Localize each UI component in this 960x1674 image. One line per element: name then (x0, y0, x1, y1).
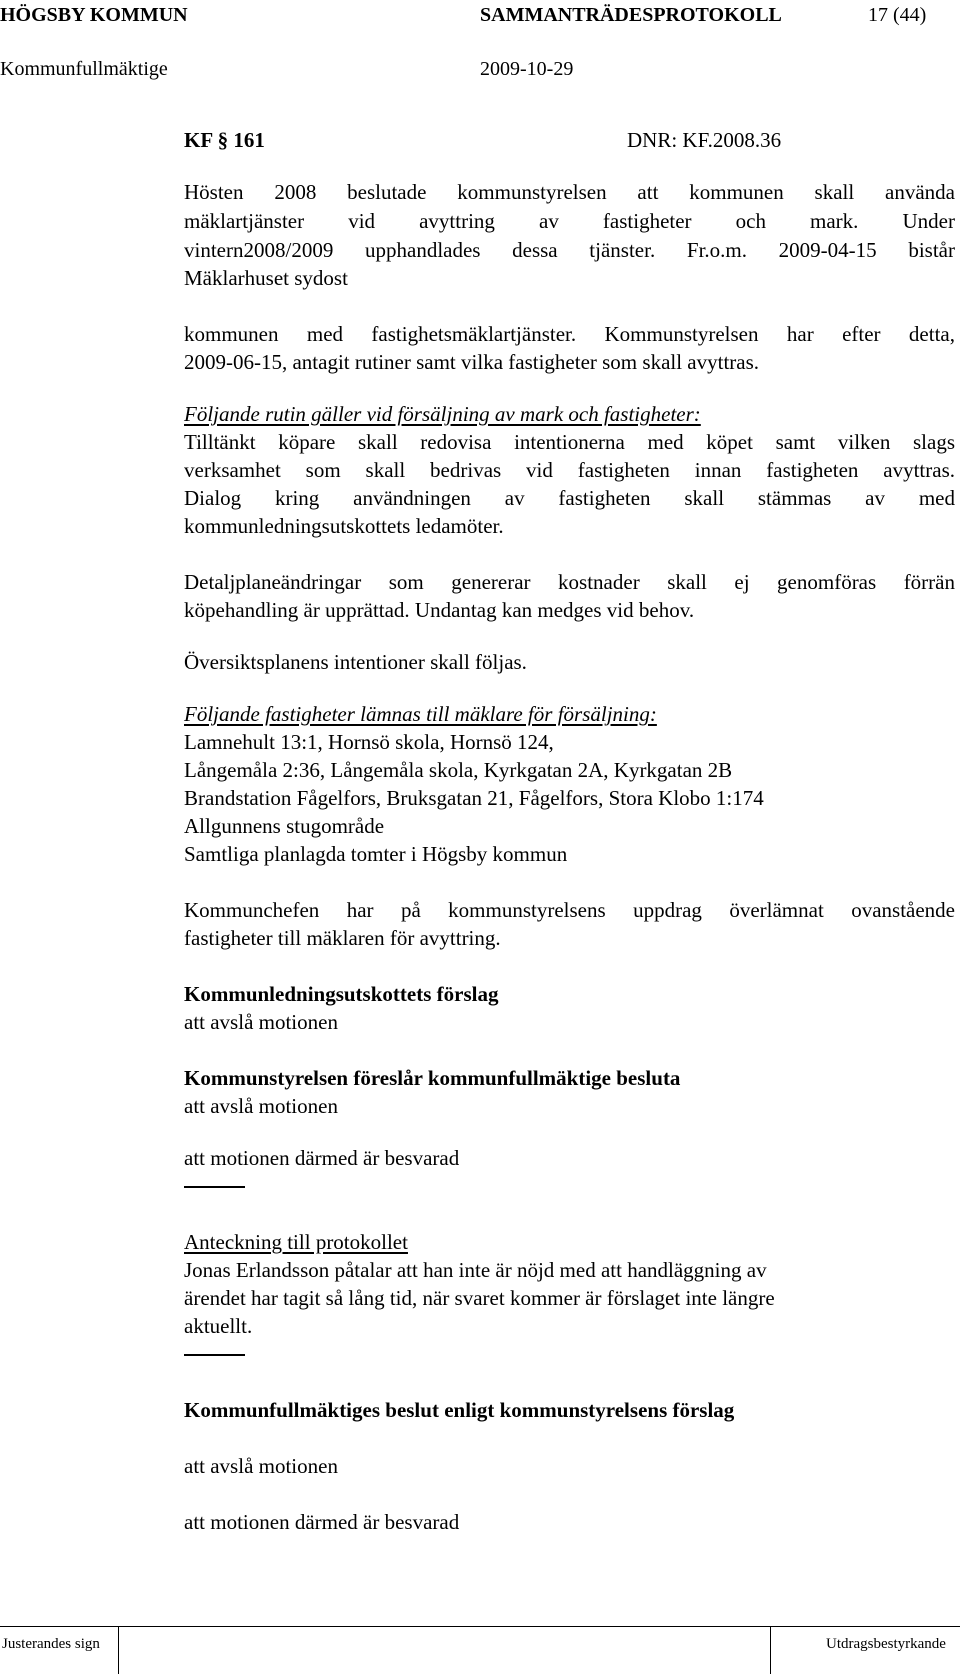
decision-heading: Kommunfullmäktiges beslut enligt kommunstyrelsens förslag (184, 1398, 735, 1422)
detail-line: köpehandling är upprättad. Undantag kan medges vid behov. (184, 598, 695, 622)
property-item: Långemåla 2:36, Långemåla skola, Kyrkgatan 2A, Kyrkgatan 2B (184, 758, 733, 782)
footer-divider (118, 1627, 119, 1674)
separator-rule (184, 1186, 245, 1188)
routine-line: Dialog kring användningen av fastigheten skall stämmas av med (184, 486, 955, 510)
page-number: 17 (44) (868, 4, 927, 26)
note-line: aktuellt. (184, 1314, 253, 1338)
routine-line: Tilltänkt köpare skall redovisa intentionerna med köpet samt vilken slags (184, 430, 955, 454)
footer-initials-label: Justerandes sign (2, 1636, 100, 1652)
overview-line: Översiktsplanens intentioner skall följas. (184, 650, 527, 674)
intro-line: vintern2008/2009 upphandlades dessa tjänster. Fr.o.m. 2009-04-15 bistår (184, 238, 955, 262)
decision-text: att motionen därmed är besvarad (184, 1510, 460, 1534)
properties-heading: Följande fastigheter lämnas till mäklare för försäljning: (184, 702, 657, 726)
paragraph-line: kommunen med fastighetsmäklartjänster. Kommunstyrelsen har efter detta, (184, 322, 955, 346)
decision-text: att avslå motionen (184, 1454, 338, 1478)
meeting-date: 2009-10-29 (480, 58, 574, 80)
chief-line: fastigheter till mäklaren för avyttring. (184, 926, 501, 950)
routine-line: kommunledningsutskottets ledamöter. (184, 514, 504, 538)
document-type: SAMMANTRÄDESPROTOKOLL (480, 4, 782, 26)
routine-heading: Följande rutin gäller vid försäljning av mark och fastigheter: (184, 402, 701, 426)
case-number: DNR: KF.2008.36 (627, 128, 782, 152)
property-item: Lamnehult 13:1, Hornsö skola, Hornsö 124, (184, 730, 554, 754)
property-item: Samtliga planlagda tomter i Högsby kommun (184, 842, 568, 866)
separator-rule (184, 1354, 245, 1356)
chief-line: Kommunchefen har på kommunstyrelsens uppdrag överlämnat ovanstående (184, 898, 955, 922)
intro-line: mäklartjänster vid avyttring av fastigheter och mark. Under (184, 209, 955, 233)
property-item: Allgunnens stugområde (184, 814, 385, 838)
note-line: ärendet har tagit så lång tid, när svaret kommer är förslaget inte längre (184, 1286, 775, 1310)
routine-line: verksamhet som skall bedrivas vid fastigheten innan fastigheten avyttras. (184, 458, 955, 482)
organization-name: HÖGSBY KOMMUN (0, 4, 188, 26)
footer-divider (770, 1627, 771, 1674)
klu-proposal-heading: Kommunledningsutskottets förslag (184, 982, 499, 1006)
paragraph-line: 2009-06-15, antagit rutiner samt vilka fastigheter som skall avyttras. (184, 350, 760, 374)
detail-line: Detaljplaneändringar som genererar kostnader skall ej genomföras förrän (184, 570, 955, 594)
note-line: Jonas Erlandsson påtalar att han inte är nöjd med att handläggning av (184, 1258, 767, 1282)
section-id: KF § 161 (184, 128, 265, 152)
meeting-body: Kommunfullmäktige (0, 58, 168, 80)
klu-proposal-text: att avslå motionen (184, 1010, 338, 1034)
ks-proposal-text: att motionen därmed är besvarad (184, 1146, 460, 1170)
intro-line: Mäklarhuset sydost (184, 266, 348, 290)
property-item: Brandstation Fågelfors, Bruksgatan 21, Fågelfors, Stora Klobo 1:174 (184, 786, 764, 810)
note-heading: Anteckning till protokollet (184, 1230, 408, 1254)
intro-line: Hösten 2008 beslutade kommunstyrelsen att kommunen skall använda (184, 180, 955, 204)
footer-rule (0, 1626, 960, 1627)
ks-proposal-text: att avslå motionen (184, 1094, 338, 1118)
ks-proposal-heading: Kommunstyrelsen föreslår kommunfullmäktige besluta (184, 1066, 681, 1090)
footer-certification-label: Utdragsbestyrkande (826, 1636, 946, 1652)
